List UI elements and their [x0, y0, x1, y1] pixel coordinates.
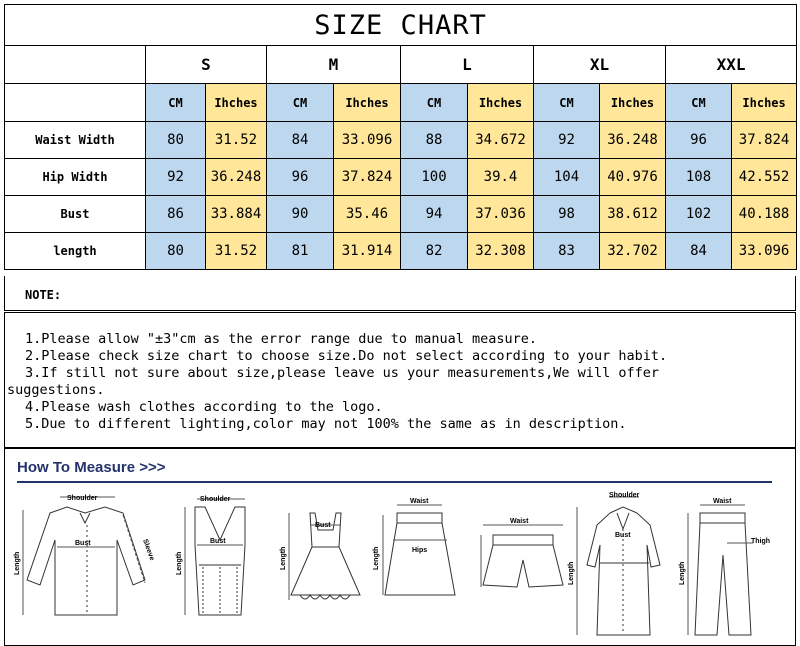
- cell-inch: 33.884: [206, 196, 267, 233]
- note-line: 1.Please allow "±3"cm as the error range due to manual measure.: [25, 331, 538, 347]
- cell-inch: 32.702: [600, 233, 666, 270]
- unit-inch-header: Ihches: [334, 84, 401, 122]
- table-row-bust: [5, 196, 797, 233]
- unit-corner-cell: [5, 84, 146, 122]
- how-to-measure-title: How To Measure >>>: [17, 459, 166, 476]
- note-header-box: [4, 276, 796, 311]
- cell-inch: 33.096: [732, 233, 797, 270]
- cell-inch: 32.308: [468, 233, 534, 270]
- coat-icon: [577, 497, 660, 635]
- cell-inch: 37.036: [468, 196, 534, 233]
- cell-cm: 92: [534, 122, 600, 159]
- cell-inch: 31.914: [334, 233, 401, 270]
- shirt-icon: [23, 497, 145, 615]
- cell-inch: 36.248: [206, 159, 267, 196]
- unit-cm-header: CM: [534, 84, 600, 122]
- row-label: Hip Width: [5, 159, 146, 196]
- cell-inch: 40.188: [732, 196, 797, 233]
- note-line: 5.Due to different lighting,color may not 100% the same as in description.: [25, 416, 627, 432]
- unit-inch-header: Ihches: [468, 84, 534, 122]
- table-row-length: [5, 233, 797, 270]
- note-line: 2.Please check size chart to choose size.Do not select according to your habit.: [25, 348, 668, 364]
- unit-cm-header: CM: [666, 84, 732, 122]
- size-header-xl: XL: [534, 46, 666, 84]
- label-length: Length: [373, 546, 380, 570]
- size-header-m: M: [267, 46, 401, 84]
- label-length: Length: [280, 546, 287, 570]
- unit-cm-header: CM: [267, 84, 334, 122]
- label-thigh: Thigh: [751, 538, 771, 545]
- cell-inch: 42.552: [732, 159, 797, 196]
- cell-cm: 96: [267, 159, 334, 196]
- cell-cm: 102: [666, 196, 732, 233]
- corner-cell: [5, 46, 146, 84]
- cell-cm: 98: [534, 196, 600, 233]
- label-waist: Waist: [713, 498, 732, 505]
- title-underline: [17, 481, 772, 483]
- row-label: Waist Width: [5, 122, 146, 159]
- cell-cm: 81: [267, 233, 334, 270]
- label-length: Length: [679, 561, 686, 585]
- label-bust: Bust: [615, 532, 631, 539]
- label-length: Length: [568, 561, 575, 585]
- row-label: length: [5, 233, 146, 270]
- row-label: Bust: [5, 196, 146, 233]
- label-waist: Waist: [410, 498, 429, 505]
- notes-box: [4, 312, 796, 448]
- shorts-icon: [481, 525, 563, 587]
- cell-cm: 94: [401, 196, 468, 233]
- unit-cm-header: CM: [401, 84, 468, 122]
- garment-diagrams: [5, 485, 795, 643]
- cell-cm: 84: [666, 233, 732, 270]
- cell-cm: 86: [146, 196, 206, 233]
- cell-cm: 82: [401, 233, 468, 270]
- cell-cm: 80: [146, 233, 206, 270]
- label-sleeve: Sleeve: [141, 538, 156, 562]
- unit-inch-header: Ihches: [600, 84, 666, 122]
- cell-inch: 38.612: [600, 196, 666, 233]
- size-header-xxl: XXL: [666, 46, 797, 84]
- label-shoulder: Shoulder: [200, 496, 231, 503]
- label-shoulder: Shoulder: [67, 495, 98, 502]
- note-line: 4.Please wash clothes according to the logo.: [25, 399, 383, 415]
- unit-inch-header: Ihches: [732, 84, 797, 122]
- cell-inch: 37.824: [732, 122, 797, 159]
- size-header-s: S: [146, 46, 267, 84]
- label-length: Length: [14, 551, 21, 575]
- cell-cm: 84: [267, 122, 334, 159]
- note-line: suggestions.: [7, 382, 105, 398]
- cell-inch: 37.824: [334, 159, 401, 196]
- cell-cm: 104: [534, 159, 600, 196]
- label-bust: Bust: [210, 538, 226, 545]
- cell-cm: 80: [146, 122, 206, 159]
- cell-inch: 39.4: [468, 159, 534, 196]
- cell-inch: 35.46: [334, 196, 401, 233]
- how-to-measure-panel: [4, 448, 796, 646]
- tank-top-icon: [185, 499, 245, 615]
- size-header-l: L: [401, 46, 534, 84]
- cell-cm: 96: [666, 122, 732, 159]
- size-chart-table: [4, 4, 797, 270]
- cell-cm: 92: [146, 159, 206, 196]
- label-waist: Waist: [510, 518, 529, 525]
- unit-inch-header: Ihches: [206, 84, 267, 122]
- cell-cm: 100: [401, 159, 468, 196]
- cell-cm: 90: [267, 196, 334, 233]
- label-bust: Bust: [315, 522, 331, 529]
- cell-inch: 40.976: [600, 159, 666, 196]
- pants-icon: [688, 505, 753, 635]
- cell-inch: 31.52: [206, 122, 267, 159]
- cell-cm: 83: [534, 233, 600, 270]
- cell-inch: 33.096: [334, 122, 401, 159]
- note-label: NOTE:: [25, 288, 62, 302]
- table-row-waist-width: [5, 122, 797, 159]
- cell-cm: 88: [401, 122, 468, 159]
- label-length: Length: [176, 551, 183, 575]
- cell-inch: 31.52: [206, 233, 267, 270]
- table-row-hip-width: [5, 159, 797, 196]
- label-shoulder: Shoulder: [609, 492, 640, 499]
- unit-cm-header: CM: [146, 84, 206, 122]
- note-line: 3.If still not sure about size,please leave us your measurements,We will offer: [25, 365, 659, 381]
- chart-title: SIZE CHART: [5, 5, 797, 46]
- cell-cm: 108: [666, 159, 732, 196]
- cell-inch: 34.672: [468, 122, 534, 159]
- label-bust: Bust: [75, 540, 91, 547]
- cell-inch: 36.248: [600, 122, 666, 159]
- label-hips: Hips: [412, 547, 428, 554]
